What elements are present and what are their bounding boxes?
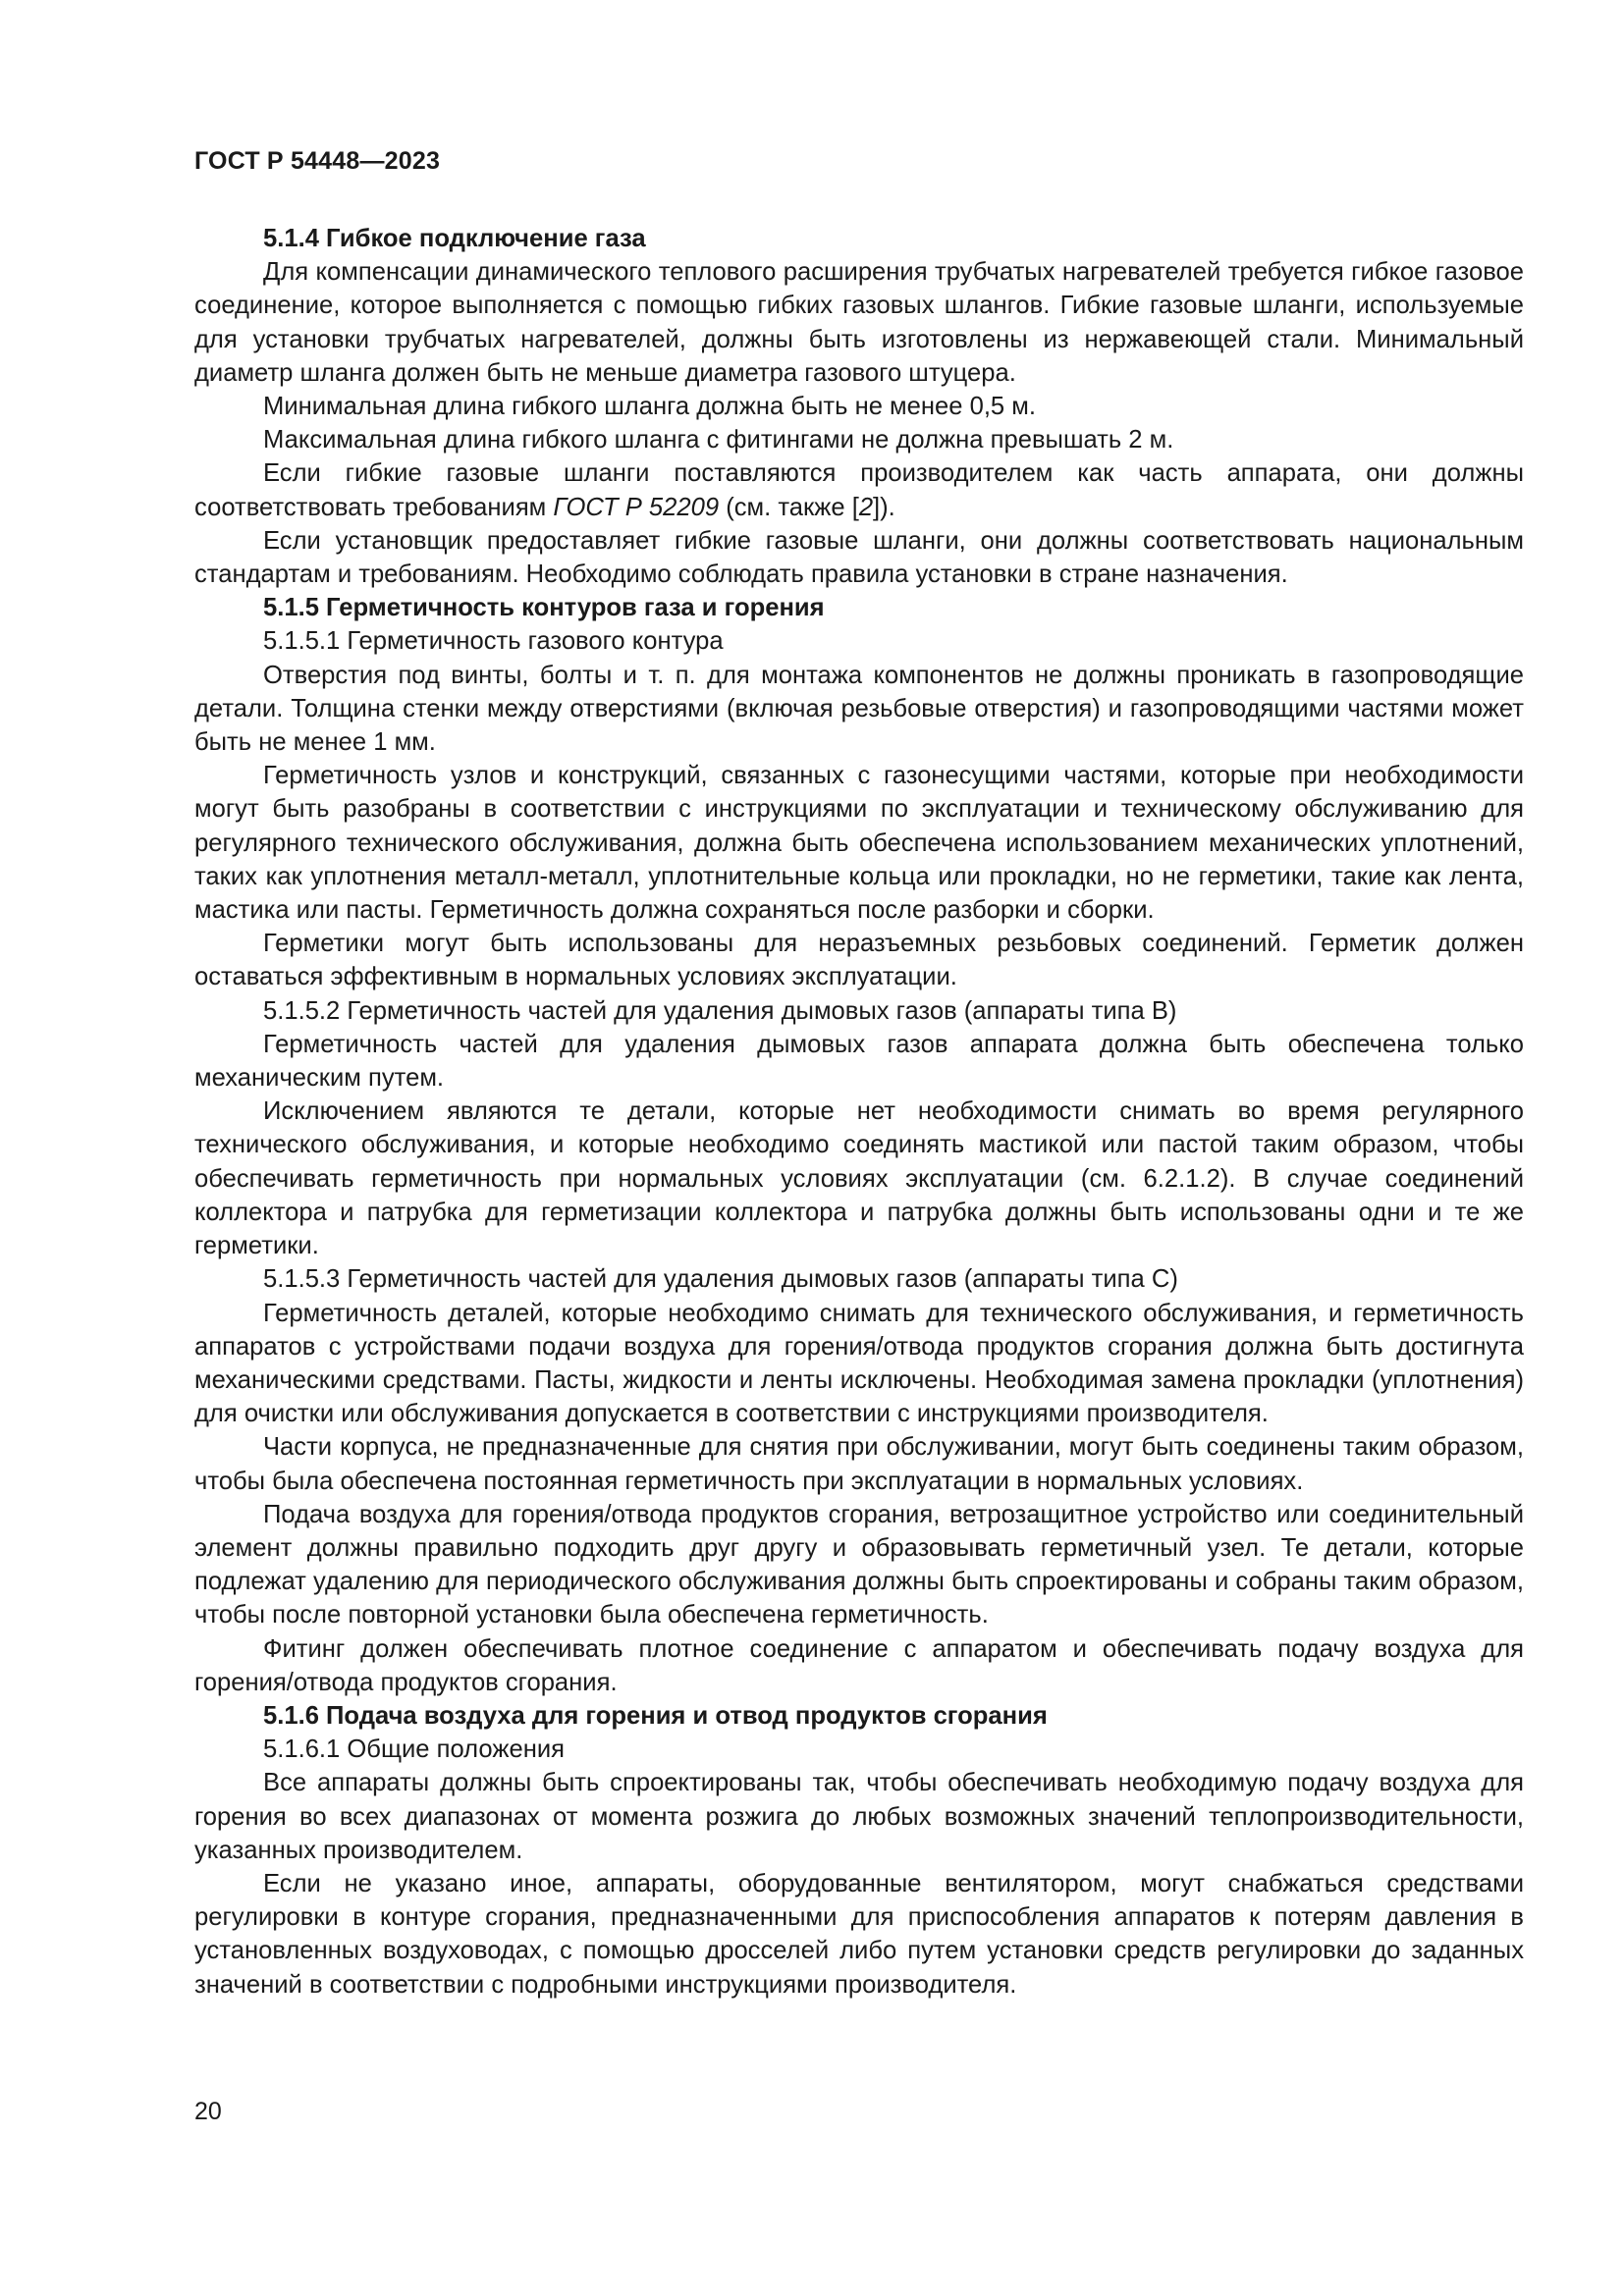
paragraph: Отверстия под винты, болты и т. п. для монтажа компонентов не должны проникать в газопроводящие детали. Толщина стенки между отверстиями (включая резьбовые отверстия) и газопроводящими частями может быть не менее 1 мм. <box>194 661 1524 757</box>
paragraph <box>194 456 1524 523</box>
paragraph: Для компенсации динамического теплового расширения трубчатых нагревателей требуется гибкое газовое соединение, которое выполняется с помощью гибких газовых шлангов. Гибкие газовые шланги, используемые для установки трубчатых нагревателей, должны быть изготовлены из нержавеющей стали. Минимальный диаметр шланга должен быть не меньше диаметра газового штуцера. <box>194 258 1524 387</box>
section-heading-5-1-6: 5.1.6 Подача воздуха для горения и отвод продуктов сгорания <box>263 1701 1048 1730</box>
bibliography-reference: 2 <box>858 493 874 521</box>
paragraph: Подача воздуха для горения/отвода продуктов сгорания, ветрозащитное устройство или соединительный элемент должны правильно подходить друг другу и образовывать герметичный узел. Те детали, которые подлежат удалению для периодического обслуживания должны быть спроектированы и собраны таким образом, чтобы после повторной установки была обеспечена герметичность. <box>194 1500 1524 1629</box>
subsection-heading-5-1-5-3: 5.1.5.3 Герметичность частей для удаления дымовых газов (аппараты типа C) <box>263 1265 1178 1294</box>
document-code-header: ГОСТ Р 54448—2023 <box>194 147 441 175</box>
text-run: ]). <box>873 493 895 521</box>
paragraph: Фитинг должен обеспечивать плотное соединение с аппаратом и обеспечивать подачу воздуха для горения/отвода продуктов сгорания. <box>194 1634 1524 1696</box>
paragraph: Минимальная длина гибкого шланга должна быть не менее 0,5 м. <box>263 393 1036 421</box>
paragraph: Все аппараты должны быть спроектированы так, чтобы обеспечивать необходимую подачу воздуха для горения во всех диапазонах от момента розжига до любых возможных значений теплопроизводительности, указанных производителем. <box>194 1769 1524 1864</box>
paragraph: Если не указано иное, аппараты, оборудованные вентилятором, могут снабжаться средствами регулировки в контуре сгорания, предназначенными для приспособления аппаратов к потерям давления в установленных воздуховодах, с помощью дросселей либо путем установки средств регулировки до заданных значений в соответствии с подробными инструкциями производителя. <box>194 1869 1524 1999</box>
text-run: (см. также [ <box>719 493 859 521</box>
paragraph: Части корпуса, не предназначенные для снятия при обслуживании, могут быть соединены таким образом, чтобы была обеспечена постоянная герметичность при эксплуатации в нормальных условиях. <box>194 1433 1524 1495</box>
paragraph: Герметичность деталей, которые необходимо снимать для технического обслуживания, и герметичность аппаратов с устройствами подачи воздуха для горения/отвода продуктов сгорания должна быть достигнута механическими средствами. Пасты, жидкости и ленты исключены. Необходимая замена прокладки (уплотнения) для очистки или обслуживания допускается в соответствии с инструкциями производителя. <box>194 1299 1524 1428</box>
paragraph: Герметичность частей для удаления дымовых газов аппарата должна быть обеспечена только механическим путем. <box>194 1030 1524 1093</box>
section-heading-5-1-5: 5.1.5 Герметичность контуров газа и горения <box>263 594 825 622</box>
paragraph: Герметичность узлов и конструкций, связанных с газонесущими частями, которые при необходимости могут быть разобраны в соответствии с инструкциями по эксплуатации и техническому обслуживанию для регулярного технического обслуживания, должна быть обеспечена использованием механических уплотнений, таких как уплотнения металл-металл, уплотнительные кольца или прокладки, но не герметики, такие как лента, мастика или пасты. Герметичность должна сохраняться после разборки и сборки. <box>194 762 1524 925</box>
subsection-heading-5-1-5-2: 5.1.5.2 Герметичность частей для удаления дымовых газов (аппараты типа B) <box>263 996 1177 1025</box>
section-heading-5-1-4: 5.1.4 Гибкое подключение газа <box>263 225 646 252</box>
subsection-heading-5-1-6-1: 5.1.6.1 Общие положения <box>263 1735 565 1764</box>
subsection-heading-5-1-5-1: 5.1.5.1 Герметичность газового контура <box>263 627 724 656</box>
document-body <box>194 222 1524 2002</box>
paragraph: Если установщик предоставляет гибкие газовые шланги, они должны соответствовать национальным стандартам и требованиям. Необходимо соблюдать правила установки в стране назначения. <box>194 526 1524 589</box>
paragraph: Исключением являются те детали, которые нет необходимости снимать во время регулярного технического обслуживания, и которые необходимо соединять мастикой или пастой таким образом, чтобы обеспечивать герметичность при нормальных условиях эксплуатации (см. 6.2.1.2). В случае соединений коллектора и патрубка для герметизации коллектора и патрубка должны быть использованы одни и те же герметики. <box>194 1097 1524 1260</box>
text-run: Если гибкие газовые шланги поставляются производителем как часть аппарата, они должны соответствовать требованиям <box>194 459 1524 521</box>
paragraph: Герметики могут быть использованы для неразъемных резьбовых соединений. Герметик должен оставаться эффективным в нормальных условиях эксплуатации. <box>194 930 1524 991</box>
page-number: 20 <box>194 2098 222 2125</box>
standard-reference: ГОСТ Р 52209 <box>553 493 720 521</box>
document-page <box>194 0 1524 2296</box>
paragraph: Максимальная длина гибкого шланга с фитингами не должна превышать 2 м. <box>263 426 1174 454</box>
